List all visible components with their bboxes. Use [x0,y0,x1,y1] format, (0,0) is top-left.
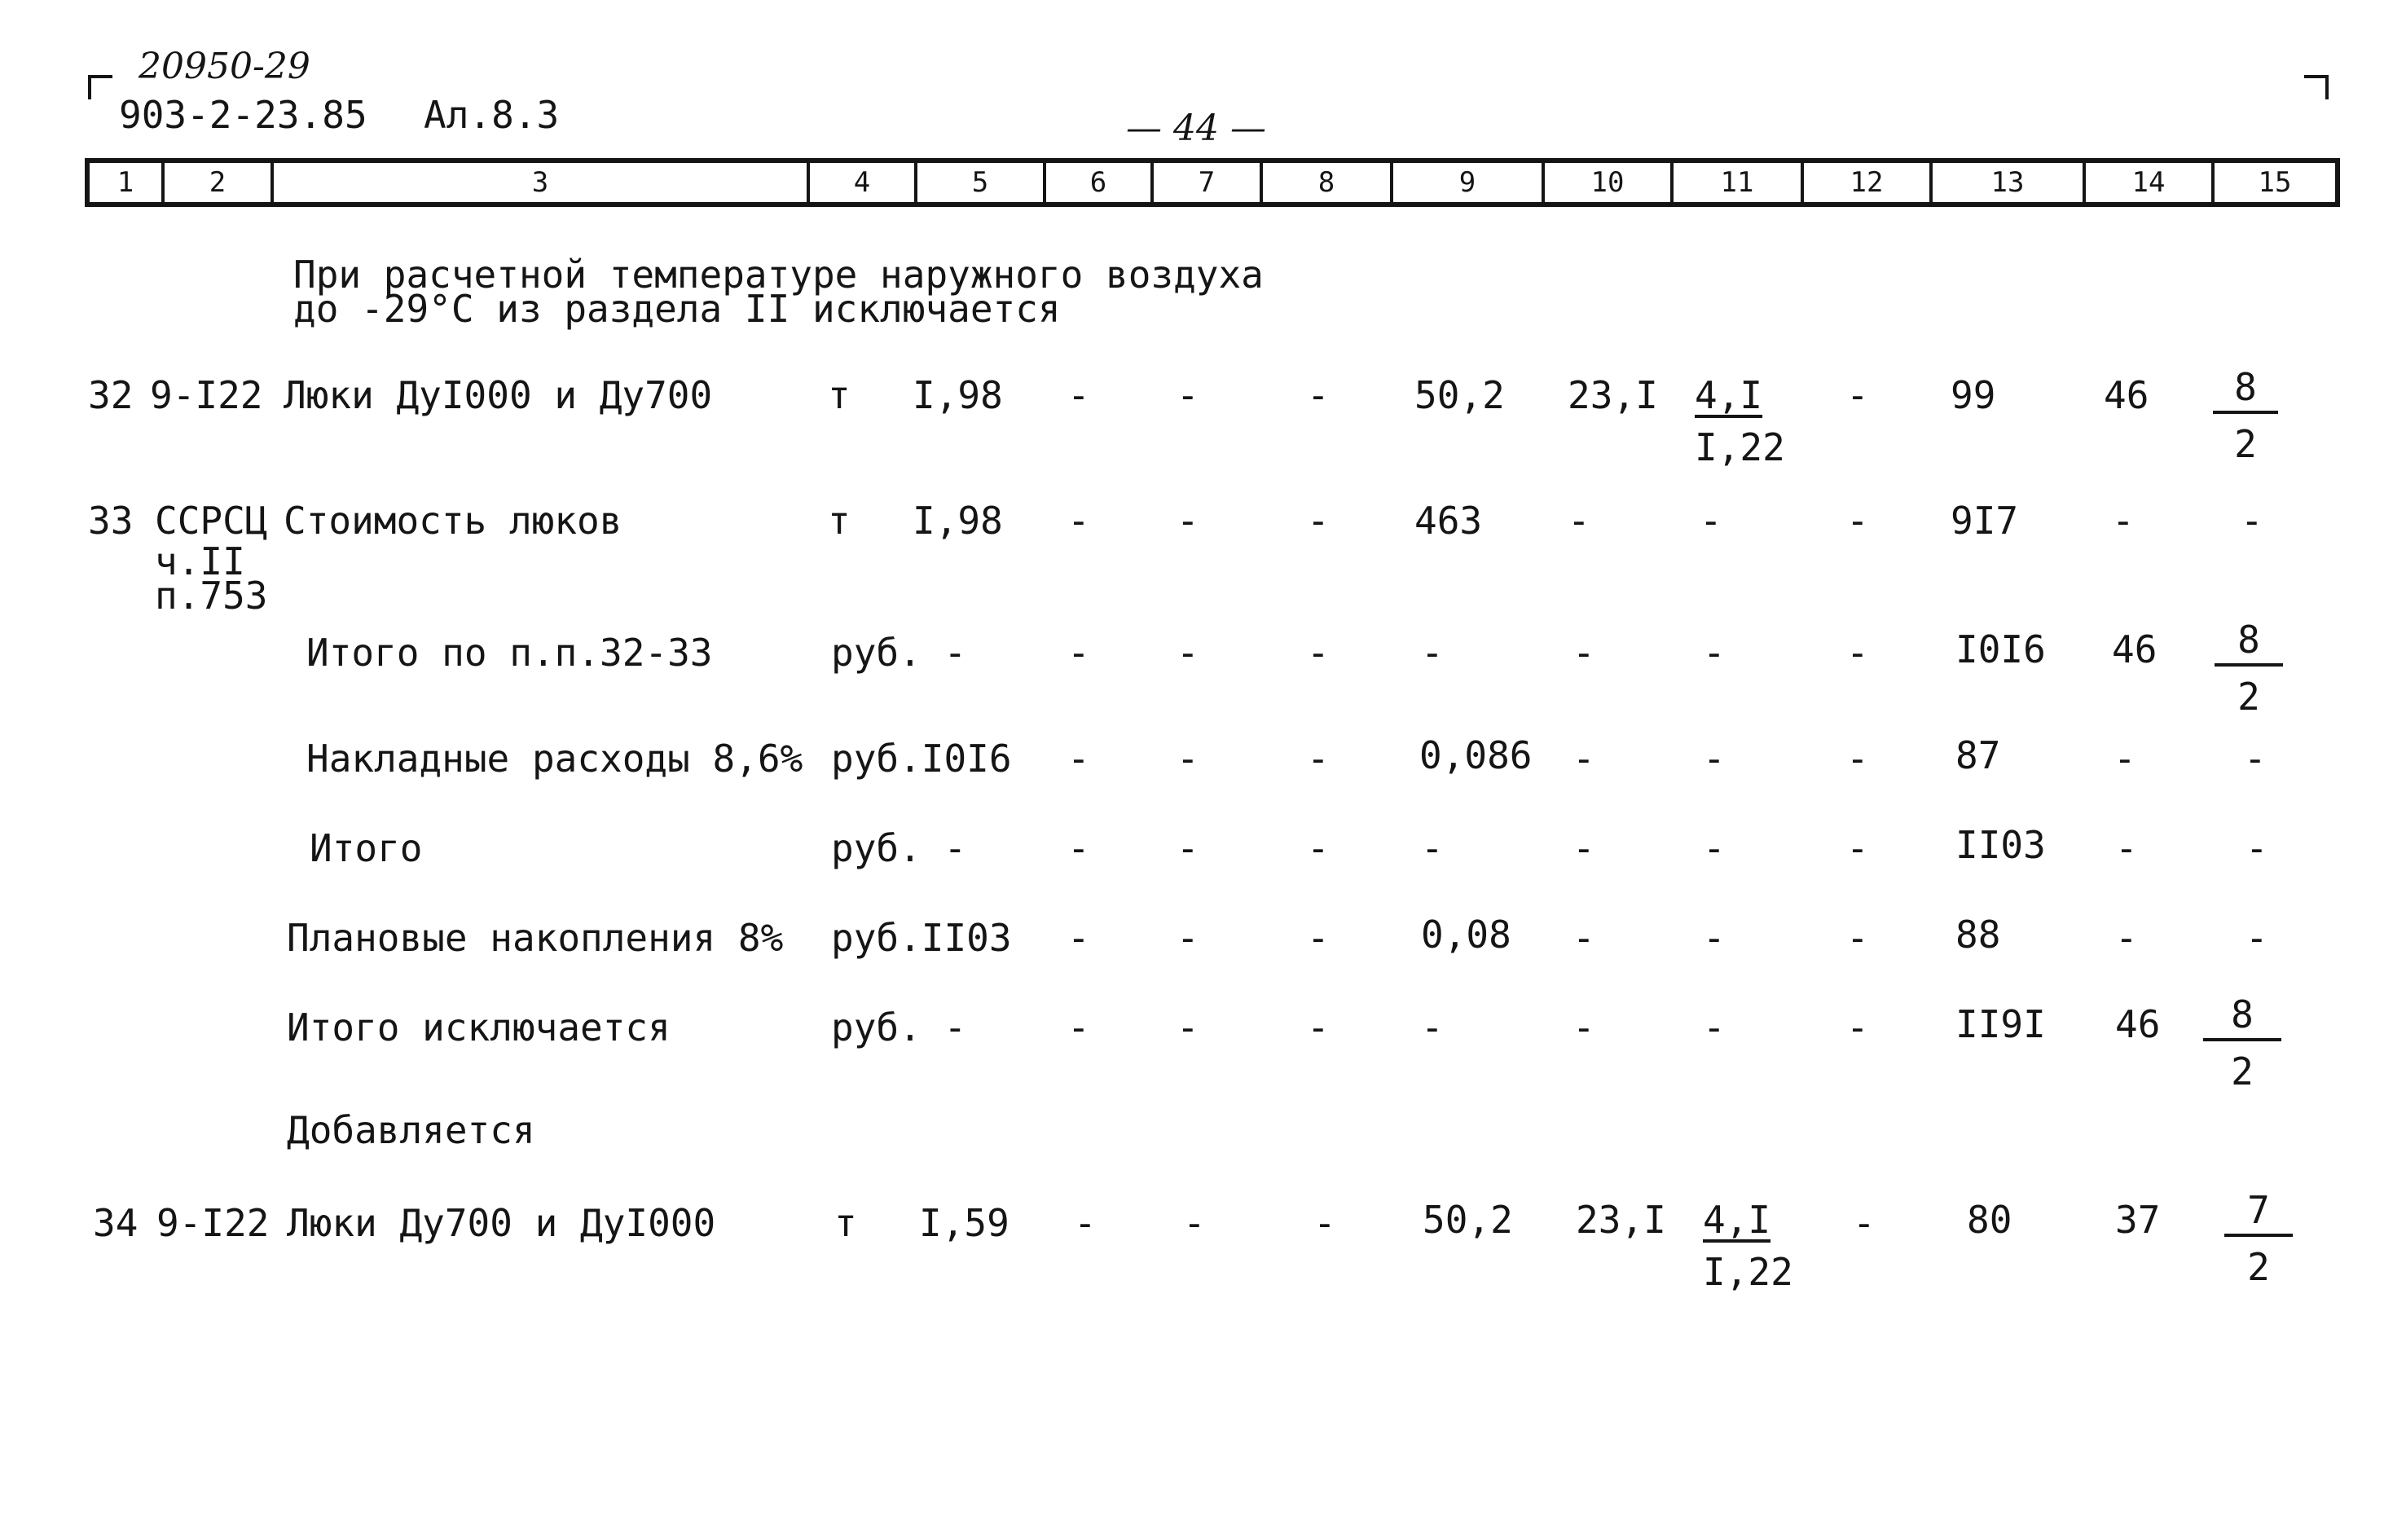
col11: - [1700,499,1722,543]
col11-bottom: I,22 [1695,425,1785,469]
col8: - [1307,499,1330,543]
rate-code: 9-I22 [150,373,263,417]
fraction-numerator: 8 [2213,368,2278,414]
album-number: Ал.8.3 [424,93,560,137]
col8: - [1307,737,1330,781]
unit: руб. - [831,826,967,870]
col-header-4: 4 [810,163,917,202]
col15-fraction [2203,992,2281,1093]
col10: 23,I [1568,373,1658,417]
col6: - [1067,373,1090,417]
quantity: I,59 [919,1201,1009,1245]
unit: т [828,499,851,543]
intro-line-1: При расчетной температуре наружного воздуха [293,253,1264,297]
unit: руб.II03 [831,916,1012,960]
item-name: Накладные расходы 8,6% [306,737,803,781]
archive-stamp: 20950-29 [139,46,310,87]
col7: - [1177,1005,1199,1049]
item-name: Итого по п.п.32-33 [306,631,713,675]
col6: - [1074,1201,1097,1245]
col10: - [1572,916,1595,960]
col-header-13: 13 [1933,163,2086,202]
col12: - [1853,1201,1876,1245]
document-code: 903-2-23.85 [119,93,367,137]
col9: 463 [1414,499,1483,543]
col6: - [1067,631,1090,675]
row-number: 32 [88,373,134,417]
col11: - [1703,1005,1726,1049]
row-number: 33 [88,499,134,543]
col6: - [1067,1005,1090,1049]
col7: - [1177,826,1199,870]
col-header-7: 7 [1154,163,1263,202]
col10: - [1568,499,1590,543]
col-header-14: 14 [2086,163,2215,202]
col10: - [1572,1005,1595,1049]
item-name: Плановые накопления 8% [287,916,784,960]
item-name: Итого [310,826,423,870]
col9: 50,2 [1423,1198,1513,1242]
col12: - [1846,737,1869,781]
col10: - [1572,737,1595,781]
col11: - [1703,826,1726,870]
col-header-3: 3 [274,163,810,202]
rate-code-line-3: п.753 [155,574,268,618]
col14: - [2115,826,2138,870]
col11: - [1703,737,1726,781]
item-name: Люки ДуI000 и Ду700 [284,373,713,417]
col8: - [1307,916,1330,960]
unit: руб. - [831,631,967,675]
col14: 37 [2115,1198,2161,1242]
col-header-8: 8 [1263,163,1393,202]
col8: - [1313,1201,1336,1245]
col6: - [1067,499,1090,543]
col13: 99 [1951,373,1996,417]
col8: - [1307,826,1330,870]
col-header-9: 9 [1393,163,1545,202]
col11: - [1703,916,1726,960]
rate-code-line-2: ч.II [155,539,245,583]
section-heading-added: Добавляется [287,1108,535,1152]
col6: - [1067,916,1090,960]
fraction-denominator: 2 [2247,1245,2270,1289]
col12: - [1846,916,1869,960]
item-name: Стоимость люков [284,499,622,543]
item-name: Люки Ду700 и ДуI000 [287,1201,716,1245]
col15: - [2241,499,2263,543]
col9: 50,2 [1414,373,1505,417]
col14: 46 [2104,373,2149,417]
col13: 9I7 [1951,499,2019,543]
col12: - [1846,631,1869,675]
col-header-15: 15 [2258,166,2292,199]
col-header-11: 11 [1674,163,1804,202]
col10: - [1572,826,1595,870]
col11-top: 4,I [1695,373,1763,417]
col15-fraction [2224,1188,2293,1289]
col15-fraction [2215,618,2283,719]
unit: руб.I0I6 [831,737,1012,781]
col14: - [2113,737,2136,781]
col14: - [2112,499,2135,543]
col-header-1: 1 [90,163,165,202]
col9: - [1421,1005,1444,1049]
fraction-numerator: 7 [2224,1191,2293,1237]
col12: - [1846,826,1869,870]
fraction-denominator: 2 [2237,675,2260,719]
col7: - [1177,916,1199,960]
corner-mark-right [2304,75,2329,99]
col13: 80 [1967,1198,2012,1242]
fraction-numerator: 8 [2203,996,2281,1041]
col7: - [1183,1201,1206,1245]
col7: - [1177,373,1199,417]
col9: - [1421,826,1444,870]
rate-code: 9-I22 [156,1201,270,1245]
col15: - [2245,916,2268,960]
fraction-numerator: 8 [2215,621,2283,667]
col8: - [1307,631,1330,675]
col13: II03 [1955,823,2046,867]
quantity: I,98 [913,373,1003,417]
page-number: — 44 — [1126,108,1266,149]
row-number: 34 [93,1201,139,1245]
col14: 46 [2115,1002,2161,1046]
col-header-12: 12 [1804,163,1933,202]
fraction-denominator: 2 [2231,1049,2254,1093]
col13: I0I6 [1955,627,2046,671]
col-header-5: 5 [917,163,1046,202]
rate-code-line-1: ССРСЦ [155,499,268,543]
col10: - [1572,631,1595,675]
col9: - [1421,631,1444,675]
col9: 0,08 [1421,913,1511,957]
col12: - [1846,1005,1869,1049]
col-header-6: 6 [1046,163,1154,202]
col15: - [2245,826,2268,870]
col11-top: 4,I [1703,1198,1771,1242]
col7: - [1177,631,1199,675]
col7: - [1177,499,1199,543]
col6: - [1067,737,1090,781]
col-header-10: 10 [1545,163,1674,202]
unit: т [834,1201,857,1245]
col12: - [1846,373,1869,417]
fraction-denominator: 2 [2234,422,2257,466]
unit: руб. - [831,1005,967,1049]
item-name: Итого исключается [287,1005,671,1049]
col9: 0,086 [1419,733,1533,777]
col6: - [1067,826,1090,870]
col13: 88 [1955,913,2001,957]
col15: - [2244,737,2267,781]
col8: - [1307,1005,1330,1049]
col13: 87 [1955,733,2001,777]
col13: II9I [1955,1002,2046,1046]
intro-line-2: до -29°С из раздела II исключается [293,287,1061,331]
col8: - [1307,373,1330,417]
column-header-strip [85,158,2340,207]
col15-fraction [2213,365,2278,466]
col11: - [1703,631,1726,675]
col14: 46 [2112,627,2157,671]
corner-mark-left [88,75,112,99]
col-header-2: 2 [165,163,274,202]
unit: т [828,373,851,417]
col12: - [1846,499,1869,543]
col14: - [2115,916,2138,960]
col7: - [1177,737,1199,781]
col11-bottom: I,22 [1703,1250,1793,1294]
quantity: I,98 [913,499,1003,543]
col10: 23,I [1576,1198,1666,1242]
